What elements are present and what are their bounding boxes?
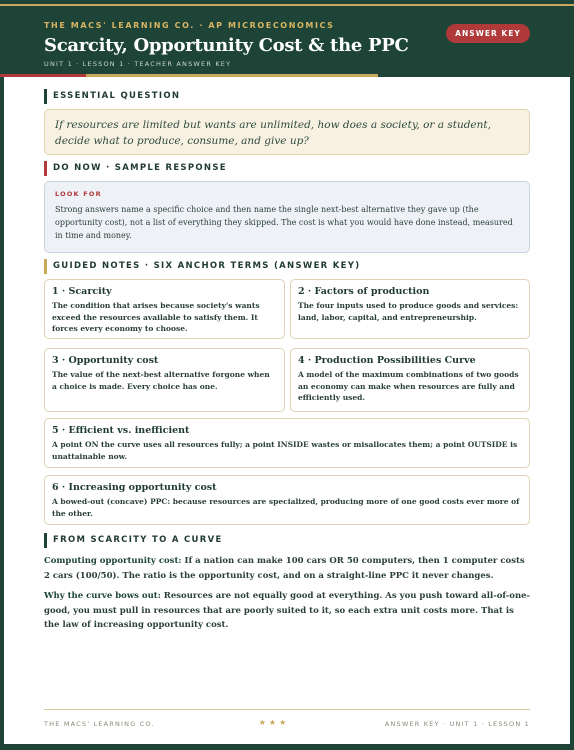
- essential-question-box: [44, 109, 530, 155]
- term-body: The value of the next-best alternative forgone when a choice is made. Every choice has one.: [52, 370, 270, 391]
- answer-key-badge: ANSWER KEY: [446, 24, 530, 43]
- term-body: The condition that arises because society's wants exceed the resources available to satisfy them. It forces every economy to choose.: [52, 301, 260, 333]
- page-title: Scarcity, Opportunity Cost & the PPC: [44, 35, 409, 56]
- header-eyebrow: THE MACS' LEARNING CO. · AP MICROECONOMICS: [44, 21, 335, 30]
- term-title: 1 · Scarcity: [52, 286, 112, 297]
- term-title: 4 · Production Possibilities Curve: [298, 355, 476, 366]
- term-body: The four inputs used to produce goods and services: land, labor, capital, and entrepreneurship.: [298, 301, 519, 322]
- opportunity-cost-paragraph: [44, 554, 532, 583]
- essential-question-text: If resources are limited but wants are unlimited, how does a society, or a student, decide what to produce, consume, and give up?: [55, 119, 491, 147]
- term-title: 5 · Efficient vs. inefficient: [52, 425, 190, 436]
- guided-notes-label: GUIDED NOTES · SIX ANCHOR TERMS (ANSWER KEY): [44, 260, 360, 273]
- look-for-box: [44, 181, 530, 253]
- footer-rule: [44, 709, 530, 710]
- term-card-increasing-cost: [44, 475, 530, 525]
- look-for-text: Strong answers name a specific choice and then name the single next-best alternative they gave up (the opportunity cost), not a list of everything they skipped. The cost is what you would have done instead, measured in time and money.: [55, 205, 513, 240]
- term-title: 6 · Increasing opportunity cost: [52, 482, 217, 493]
- term-card-scarcity: [44, 279, 285, 339]
- footer-lesson-info: ANSWER KEY · UNIT 1 · LESSON 1: [384, 720, 530, 728]
- paragraph-lead: Computing opportunity cost:: [44, 556, 182, 566]
- footer-stars-icon: ★★★: [258, 718, 290, 727]
- term-card-efficiency: [44, 418, 530, 468]
- term-card-ppc: [290, 348, 530, 412]
- paragraph-text: Resources are not equally good at everything. As you push toward all-of-one-good, you must pull in resources that are poorly suited to it, so each extra unit costs more. That is the law of increasing opportunity cost.: [44, 591, 531, 630]
- footer-brand: THE MACS' LEARNING CO.: [44, 720, 155, 728]
- term-body: A bowed-out (concave) PPC: because resources are specialized, producing more of one good costs ever more of the other.: [52, 497, 520, 518]
- header-subtitle: UNIT 1 · LESSON 1 · TEACHER ANSWER KEY: [44, 60, 232, 68]
- term-card-factors: [290, 279, 530, 339]
- do-now-label: DO NOW · SAMPLE RESPONSE: [44, 162, 227, 175]
- term-card-opportunity-cost: [44, 348, 285, 412]
- term-title: 2 · Factors of production: [298, 286, 430, 297]
- term-title: 3 · Opportunity cost: [52, 355, 159, 366]
- paragraph-text: If a nation can make 100 cars OR 50 computers, then 1 computer costs 2 cars (100/50). The ratio is the opportunity cost, and on a straight-line PPC it never changes.: [44, 556, 525, 581]
- page-header: [0, 6, 574, 74]
- term-body: A point ON the curve uses all resources fully; a point INSIDE wastes or misallocates them; a point OUTSIDE is unattainable now.: [52, 440, 518, 461]
- term-body: A model of the maximum combinations of two goods an economy can make when resources are fully and efficiently used.: [298, 370, 519, 402]
- look-for-label: LOOK FOR: [55, 190, 102, 198]
- worksheet-page: [4, 77, 570, 744]
- curve-bows-paragraph: [44, 589, 532, 633]
- essential-question-label: ESSENTIAL QUESTION: [44, 90, 180, 103]
- scarcity-to-curve-label: FROM SCARCITY TO A CURVE: [44, 534, 223, 547]
- paragraph-lead: Why the curve bows out:: [44, 591, 161, 601]
